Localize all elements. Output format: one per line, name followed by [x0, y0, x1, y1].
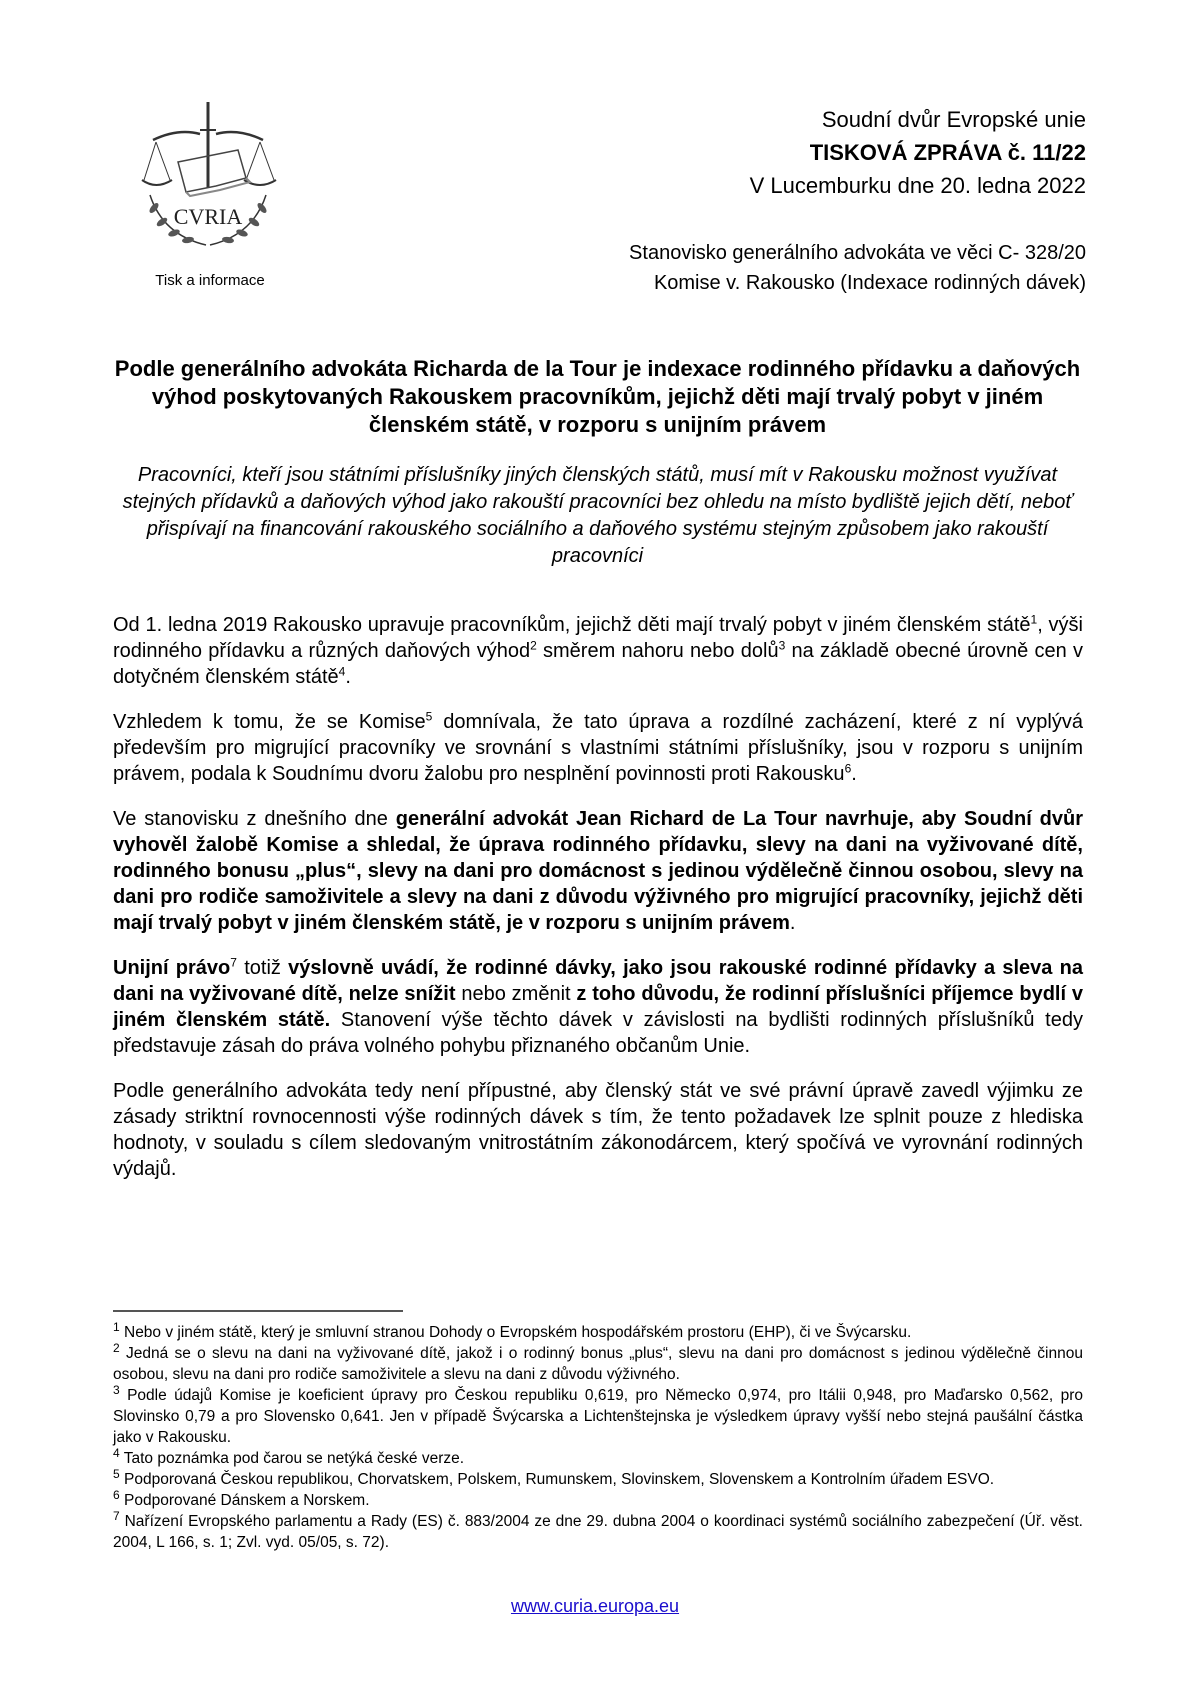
footnote-number: 2 — [113, 1340, 120, 1355]
footnote-text: Podporované Dánskem a Norskem. — [119, 1492, 370, 1509]
paragraph-1 — [113, 612, 1083, 690]
court-name: Soudní dvůr Evropské unie — [821, 107, 1086, 132]
footnote-text: Jedná se o slevu na dani na vyživované dítě, jakož i o rodinný bonus „plus“, slevu na dani pro domácnost s jedinou výdělečně činnou osobou, slevu na dani pro rodiče samoživitele a slevu na dani z důvodu výživného. — [113, 1345, 1083, 1383]
bold-text: z toho důvodu, že rodinní příslušníci příjemce bydlí v jiném členském státě. — [113, 983, 1083, 1031]
footnote-ref[interactable]: 6 — [844, 761, 852, 776]
footnote-text: Podle údajů Komise je koeficient úpravy pro Českou republiku 0,619, pro Německo 0,974, pro Itálii 0,948, pro Maďarsko 0,562, pro Slovinsko 0,79 a pro Slovensko 0,641. Jen v případě Švýcarska a Lichtenštejnska je výsledkem úpravy vyšší nebo stejná paušální částka jako v Rakousku. — [113, 1387, 1083, 1446]
footnote-text: Nařízení Evropského parlamentu a Rady (ES) č. 883/2004 ze dne 29. dubna 2004 o koordinaci systémů sociálního zabezpečení (Úř. věst. 2004, L 166, s. 1; Zvl. vyd. 05/05, s. 72). — [113, 1513, 1083, 1551]
press-release-number: TISKOVÁ ZPRÁVA č. 11/22 — [809, 140, 1086, 165]
footnote-number: 1 — [113, 1319, 120, 1334]
text: Od 1. ledna 2019 Rakousko upravuje pracovníkům, jejichž děti mají trvalý pobyt v jiném členském státě — [113, 614, 1031, 636]
body-text — [113, 612, 1083, 1201]
text: . — [345, 666, 351, 688]
paragraph-4 — [113, 955, 1083, 1059]
text: totiž — [236, 957, 289, 979]
footnote-3 — [113, 1382, 1083, 1448]
footnote-number: 4 — [113, 1445, 120, 1460]
footnote-2 — [113, 1340, 1083, 1385]
footnote-7 — [113, 1508, 1083, 1553]
press-header — [750, 103, 1086, 203]
footnote-number: 3 — [113, 1382, 120, 1397]
footnote-ref[interactable]: 7 — [230, 955, 237, 970]
logo-caption: Tisk a informace — [155, 272, 265, 289]
headline: Podle generálního advokáta Richarda de la Tour je indexace rodinného přídavku a daňových výhod poskytovaných Rakouskem pracovníkům, jejichž děti mají trvalý pobyt v jiném členském státě, v rozporu s unijním právem — [114, 356, 1081, 437]
curia-logo — [138, 100, 278, 250]
case-reference — [629, 238, 1086, 298]
footnote-ref[interactable]: 3 — [778, 638, 786, 653]
release-date: V Lucemburku dne 20. ledna 2022 — [749, 173, 1086, 198]
footnote-number: 6 — [113, 1487, 120, 1502]
text: . — [789, 912, 796, 934]
scales-of-justice-icon — [138, 100, 278, 250]
footnotes — [113, 1319, 1083, 1553]
bold-text: Unijní právo — [113, 957, 231, 979]
paragraph-3 — [113, 806, 1083, 936]
paragraph-2 — [113, 709, 1083, 787]
text: Ve stanovisku z dnešního dne — [113, 808, 396, 830]
text: směrem nahoru nebo dolů — [536, 640, 779, 662]
footnote-text: Nebo v jiném státě, který je smluvní stranou Dohody o Evropském hospodářském prostoru (EHP), či ve Švýcarsku. — [119, 1324, 912, 1341]
footnote-ref[interactable]: 2 — [530, 638, 537, 653]
footnote-5 — [113, 1466, 1083, 1490]
curia-wordmark: CVRIA — [173, 204, 243, 229]
footnote-number: 5 — [113, 1466, 120, 1481]
footnote-4 — [113, 1445, 1083, 1469]
text: , výši rodinného přídavku a různých daňových výhod — [113, 614, 1083, 662]
case-ref-line2: Komise v. Rakousko (Indexace rodinných dávek) — [653, 272, 1086, 294]
bold-text: výslovně uvádí, že rodinné dávky, jako jsou rakouské rodinné přídavky a sleva na dani na vyživované dítě, nelze snížit — [113, 957, 1083, 1005]
footnote-number: 7 — [113, 1508, 120, 1523]
footnote-separator — [113, 1310, 403, 1312]
footnote-ref[interactable]: 1 — [1030, 612, 1038, 627]
text: nebo změnit — [455, 983, 577, 1005]
footnote-1 — [113, 1319, 1083, 1343]
text: . — [851, 763, 857, 785]
footnote-6 — [113, 1487, 1083, 1511]
footnote-text: Tato poznámka pod čarou se netýká české verze. — [119, 1450, 465, 1467]
bold-text: generální advokát Jean Richard de La Tour navrhuje, aby Soudní dvůr vyhověl žalobě Komise a shledal, že úprava rodinného přídavku, slevy na dani na vyživované dítě, rodinného bonusu „plus“, slevy na dani pro domácnost s jedinou výdělečně činnou osobou, slevy na dani pro rodiče samoživitele a slevy na dani z důvodu výživného pro migrující pracovníky, jejichž děti mají trvalý pobyt v jiném členském státě, je v rozporu s unijním právem — [113, 808, 1083, 934]
paragraph-5: Podle generálního advokáta tedy není přípustné, aby členský stát ve své právní úpravě zavedl výjimku ze zásady striktní rovnocennosti výše rodinných dávek s tím, že tento požadavek lze splnit pouze z hlediska hodnoty, v souladu s cílem sledovaným vnitrostátním zákonodárcem, který spočívá ve vyrovnání rodinných výdajů. — [113, 1080, 1083, 1180]
footnote-ref[interactable]: 4 — [338, 664, 346, 679]
subtitle: Pracovníci, kteří jsou státními příslušníky jiných členských států, musí mít v Rakousku možnost využívat stejných přídavků a daňových výhod jako rakouští pracovníci bez ohledu na místo bydliště jejich dětí, neboť přispívají na financování rakouského sociálního a daňového systému stejným způsobem jako rakouští pracovníci — [122, 464, 1073, 567]
text: domnívala, že tato úprava a rozdílné zacházení, které z ní vyplývá především pro migrující pracovníky ve srovnání s vlastními státními příslušníky, jsou v rozporu s unijním právem, podala k Soudnímu dvoru žalobu pro nesplnění povinnosti proti Rakousku — [113, 711, 1083, 785]
footnote-text: Podporovaná Českou republikou, Chorvatskem, Polskem, Rumunskem, Slovinskem, Slovenskem a Kontrolním úřadem ESVO. — [119, 1471, 995, 1488]
text: na základě obecné úrovně cen v dotyčném členském státě — [113, 640, 1083, 688]
case-ref-line1: Stanovisko generálního advokáta ve věci C- 328/20 — [629, 242, 1086, 264]
footnote-ref[interactable]: 5 — [425, 709, 433, 724]
curia-website-link[interactable]: www.curia.europa.eu — [510, 1596, 680, 1616]
text: Vzhledem k tomu, že se Komise — [113, 711, 426, 733]
text: Stanovení výše těchto dávek v závislosti na bydlišti rodinných příslušníků tedy představuje zásah do práva volného pohybu přiznaného občanům Unie. — [113, 1009, 1083, 1057]
